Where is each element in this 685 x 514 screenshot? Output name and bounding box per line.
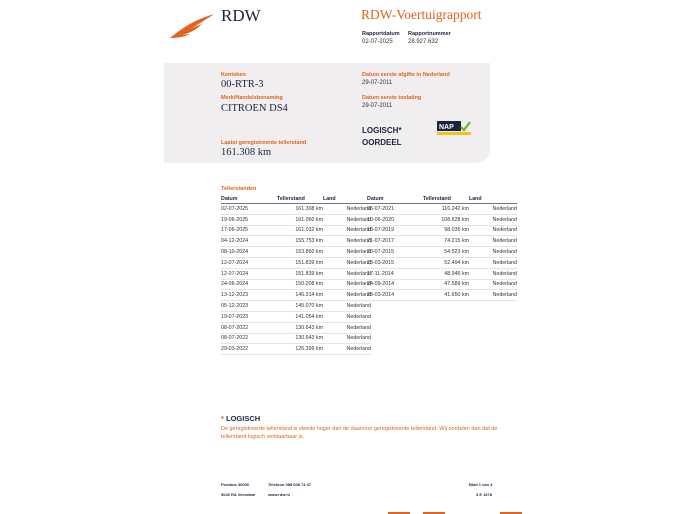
cell-date: 18-07-2019 — [367, 225, 417, 236]
table-row — [221, 311, 371, 322]
table-row — [221, 236, 371, 247]
cell-date: 10-06-2020 — [367, 214, 417, 225]
cell-country: Nederland — [469, 268, 517, 279]
table-row — [367, 268, 517, 279]
cell-country: Nederland — [469, 214, 517, 225]
report-date-label: Rapportdatum — [362, 31, 400, 37]
table-row — [367, 225, 517, 236]
vehicle-panel — [164, 63, 490, 163]
cell-km: 150.208 km — [271, 279, 323, 290]
cell-date: 24-09-2014 — [367, 279, 417, 290]
col-date-header: Datum — [367, 194, 417, 204]
cell-country: Nederland — [323, 333, 371, 344]
cell-km: 116.242 km — [417, 204, 469, 215]
col-km-header: Tellerstand — [417, 194, 469, 204]
cell-km: 98.035 km — [417, 225, 469, 236]
cell-km: 74.215 km — [417, 236, 469, 247]
cell-date: 29-03-2022 — [221, 344, 271, 355]
cell-km: 47.589 km — [417, 279, 469, 290]
cell-date: 12-07-2024 — [221, 268, 271, 279]
table-row — [221, 322, 371, 333]
footer-postbus: Postbus 30000 — [221, 482, 250, 487]
footer-city: 9640 RA Veendam — [221, 492, 256, 497]
rdw-logo-icon — [168, 12, 216, 40]
cell-km: 145.070 km — [271, 301, 323, 312]
cell-country: Nederland — [323, 279, 371, 290]
footnote-star: * — [221, 414, 224, 423]
cell-date: 05-12-2023 — [221, 301, 271, 312]
cell-km: 161.032 km — [271, 225, 323, 236]
table-row — [221, 247, 371, 258]
cell-date: 04-12-2024 — [221, 236, 271, 247]
odometer-value: 161.308 km — [221, 147, 272, 158]
cell-km: 155.753 km — [271, 236, 323, 247]
first-admission-label: Datum eerste toelating — [362, 95, 422, 101]
verdict-value: LOGISCH* — [362, 126, 402, 135]
cell-km: 126.399 km — [271, 344, 323, 355]
verdict-word: OORDEEL — [362, 138, 402, 147]
col-date-header: Datum — [221, 194, 271, 204]
cell-date: 17-11-2014 — [367, 268, 417, 279]
footnote-title-text: LOGISCH — [226, 414, 261, 423]
footer-code: 3 E 1678 — [476, 492, 493, 497]
cell-country: Nederland — [323, 257, 371, 268]
cell-country: Nederland — [323, 322, 371, 333]
table-row — [367, 236, 517, 247]
cell-country: Nederland — [323, 236, 371, 247]
footnote-text: De geregistreerde tellerstand is steeds hoger dan de daarvoor geregistreerde tellerstand. Wij oordelen dan dat de tellerstand logisch verklaarbaar is. — [221, 426, 498, 440]
table-row — [221, 301, 371, 312]
cell-km: 141.054 km — [271, 311, 323, 322]
report-number-value: 28.927.632 — [408, 39, 439, 45]
cell-date: 08-10-2024 — [221, 247, 271, 258]
table-row — [367, 279, 517, 290]
table-row — [221, 214, 371, 225]
cell-km: 54.523 km — [417, 247, 469, 258]
col-country-header: Land — [323, 194, 371, 204]
cell-country: Nederland — [323, 301, 371, 312]
cell-country: Nederland — [469, 257, 517, 268]
cell-date: 19-07-2023 — [221, 311, 271, 322]
cell-date: 24-06-2024 — [221, 279, 271, 290]
cell-country: Nederland — [469, 247, 517, 258]
cell-country: Nederland — [323, 225, 371, 236]
table-row — [367, 204, 517, 215]
cell-km: 41.650 km — [417, 290, 469, 301]
table-row — [221, 204, 371, 215]
cell-country: Nederland — [469, 236, 517, 247]
cell-km: 153.860 km — [271, 247, 323, 258]
cell-km: 48.946 km — [417, 268, 469, 279]
cell-date: 23-03-2015 — [367, 257, 417, 268]
first-admission-nl-label: Datum eerste afgifte in Nederland — [362, 72, 450, 78]
table-row — [221, 279, 371, 290]
cell-country: Nederland — [469, 225, 517, 236]
cell-country: Nederland — [323, 290, 371, 301]
plate-label: Kenteken — [221, 72, 246, 78]
cell-km: 108.628 km — [417, 214, 469, 225]
cell-country: Nederland — [469, 204, 517, 215]
cell-country: Nederland — [323, 344, 371, 355]
table-row — [221, 257, 371, 268]
report-date-value: 02-07-2025 — [362, 39, 393, 45]
report-title: RDW-Voertuigrapport — [361, 7, 482, 22]
cell-country: Nederland — [323, 214, 371, 225]
table-row — [367, 214, 517, 225]
brand-value: CITROEN DS4 — [221, 103, 288, 114]
table-row — [221, 225, 371, 236]
cell-country: Nederland — [323, 311, 371, 322]
logo-text: RDW — [221, 6, 261, 25]
table-row — [367, 257, 517, 268]
footer-web: www.rdw.nl — [268, 492, 290, 497]
verdict — [362, 125, 402, 149]
cell-date: 12-07-2024 — [221, 257, 271, 268]
table-row — [221, 290, 371, 301]
footnote-title — [221, 414, 260, 423]
cell-date: 08-07-2022 — [221, 322, 271, 333]
cell-date: 21-07-2017 — [367, 236, 417, 247]
cell-country: Nederland — [323, 268, 371, 279]
table-row — [221, 344, 371, 355]
cell-km: 161.308 km — [271, 204, 323, 215]
col-country-header: Land — [469, 194, 517, 204]
cell-date: 13-12-2023 — [221, 290, 271, 301]
readings-title: Tellerstanden — [221, 186, 257, 192]
cell-km: 52.494 km — [417, 257, 469, 268]
cell-date: 20-07-2015 — [367, 247, 417, 258]
cell-date: 08-07-2022 — [221, 333, 271, 344]
cell-date: 17-06-2025 — [221, 225, 271, 236]
cell-date: 02-07-2025 — [221, 204, 271, 215]
cell-country: Nederland — [323, 204, 371, 215]
plate-value: 00-RTR-3 — [221, 79, 264, 90]
cell-km: 130.643 km — [271, 333, 323, 344]
footer-phone: Telefoon 088 008 74 47 — [268, 482, 312, 487]
report-number-label: Rapportnummer — [408, 31, 451, 37]
table-row — [221, 268, 371, 279]
readings-table-left — [221, 194, 371, 355]
first-admission-nl-value: 29-07-2011 — [362, 80, 393, 86]
first-admission-value: 29-07-2011 — [362, 103, 393, 109]
table-row — [367, 247, 517, 258]
cell-km: 161.060 km — [271, 214, 323, 225]
nap-logo-icon — [437, 121, 471, 135]
table-row — [367, 290, 517, 301]
cell-km: 151.839 km — [271, 257, 323, 268]
footer-page: Blad 1 van 3 — [469, 482, 493, 487]
nap-logo-text: NAP — [439, 124, 454, 131]
cell-date: 06-07-2021 — [367, 204, 417, 215]
cell-country: Nederland — [469, 279, 517, 290]
brand-label: Merk/Handelsbenaming — [221, 95, 283, 101]
table-row — [221, 333, 371, 344]
readings-table-right — [367, 194, 517, 301]
cell-date: 28-03-2014 — [367, 290, 417, 301]
cell-km: 146.314 km — [271, 290, 323, 301]
cell-country: Nederland — [323, 247, 371, 258]
odometer-label: Laatst geregistreerde tellerstand — [221, 140, 307, 146]
cell-date: 19-06-2025 — [221, 214, 271, 225]
cell-km: 151.839 km — [271, 268, 323, 279]
col-km-header: Tellerstand — [271, 194, 323, 204]
cell-km: 130.643 km — [271, 322, 323, 333]
cell-country: Nederland — [469, 290, 517, 301]
